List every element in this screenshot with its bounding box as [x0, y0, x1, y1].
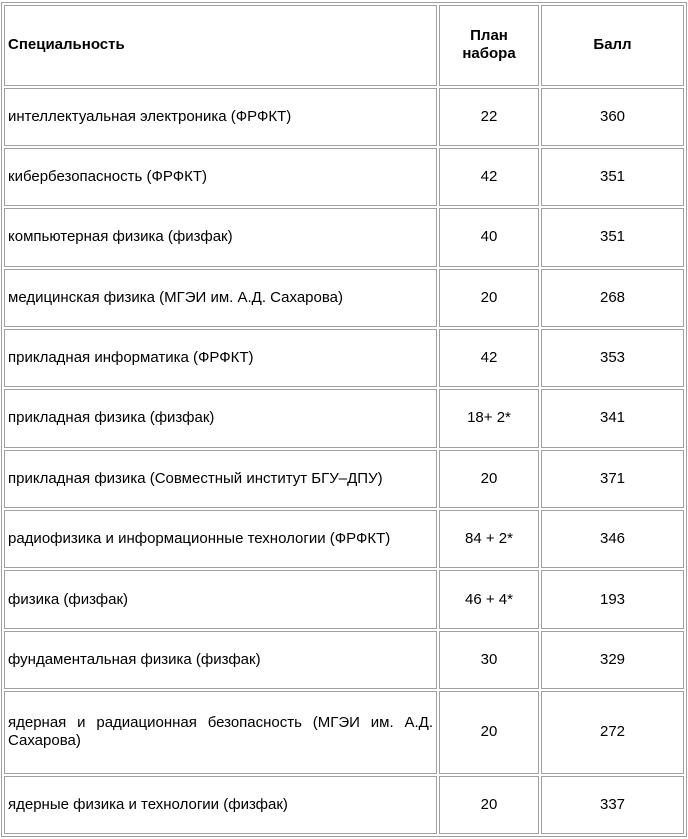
- specialty-cell: прикладная физика (Совместный институт БГУ–ДПУ): [4, 450, 437, 508]
- plan-cell: 20: [439, 691, 539, 774]
- specialty-cell: кибербезопасность (ФРФКТ): [4, 148, 437, 206]
- score-cell: 360: [541, 88, 684, 146]
- table-row: [4, 208, 684, 266]
- plan-cell: 46 + 4*: [439, 570, 539, 628]
- score-cell: 353: [541, 329, 684, 387]
- plan-cell: 20: [439, 269, 539, 327]
- header-plan-line1: План: [470, 27, 508, 45]
- specialty-cell: прикладная физика (физфак): [4, 389, 437, 447]
- specialty-cell: интеллектуальная электроника (ФРФКТ): [4, 88, 437, 146]
- plan-cell: 42: [439, 329, 539, 387]
- table-row: [4, 570, 684, 628]
- score-cell: 351: [541, 208, 684, 266]
- admission-table: [2, 3, 686, 836]
- table-row: [4, 510, 684, 568]
- score-cell: 346: [541, 510, 684, 568]
- plan-cell: 84 + 2*: [439, 510, 539, 568]
- header-plan-line2: набора: [462, 45, 516, 63]
- specialty-cell: физика (физфак): [4, 570, 437, 628]
- score-cell: 329: [541, 631, 684, 689]
- specialty-cell: радиофизика и информационные технологии (ФРФКТ): [4, 510, 437, 568]
- table-row: [4, 450, 684, 508]
- plan-cell: 18+ 2*: [439, 389, 539, 447]
- table-row: [4, 269, 684, 327]
- score-cell: 371: [541, 450, 684, 508]
- header-specialty: Специальность: [4, 5, 437, 86]
- table-row: [4, 631, 684, 689]
- table-row: [4, 329, 684, 387]
- specialty-cell: компьютерная физика (физфак): [4, 208, 437, 266]
- table-row: [4, 148, 684, 206]
- specialty-cell: фундаментальная физика (физфак): [4, 631, 437, 689]
- table-row: [4, 389, 684, 447]
- plan-cell: 30: [439, 631, 539, 689]
- plan-cell: 20: [439, 776, 539, 834]
- header-plan: [439, 5, 539, 86]
- specialty-cell: ядерные физика и технологии (физфак): [4, 776, 437, 834]
- score-cell: 268: [541, 269, 684, 327]
- admission-table-frame: [1, 2, 687, 837]
- specialty-cell: ядерная и радиационная безопасность (МГЭИ им. А.Д. Сахарова): [4, 691, 437, 774]
- plan-cell: 20: [439, 450, 539, 508]
- score-cell: 272: [541, 691, 684, 774]
- table-row: [4, 691, 684, 774]
- score-cell: 337: [541, 776, 684, 834]
- table-row: [4, 88, 684, 146]
- score-cell: 351: [541, 148, 684, 206]
- score-cell: 341: [541, 389, 684, 447]
- specialty-cell: медицинская физика (МГЭИ им. А.Д. Сахарова): [4, 269, 437, 327]
- score-cell: 193: [541, 570, 684, 628]
- plan-cell: 42: [439, 148, 539, 206]
- plan-cell: 40: [439, 208, 539, 266]
- plan-cell: 22: [439, 88, 539, 146]
- table-header-row: [4, 5, 684, 86]
- table-row: [4, 776, 684, 834]
- header-score: Балл: [541, 5, 684, 86]
- specialty-cell: прикладная информатика (ФРФКТ): [4, 329, 437, 387]
